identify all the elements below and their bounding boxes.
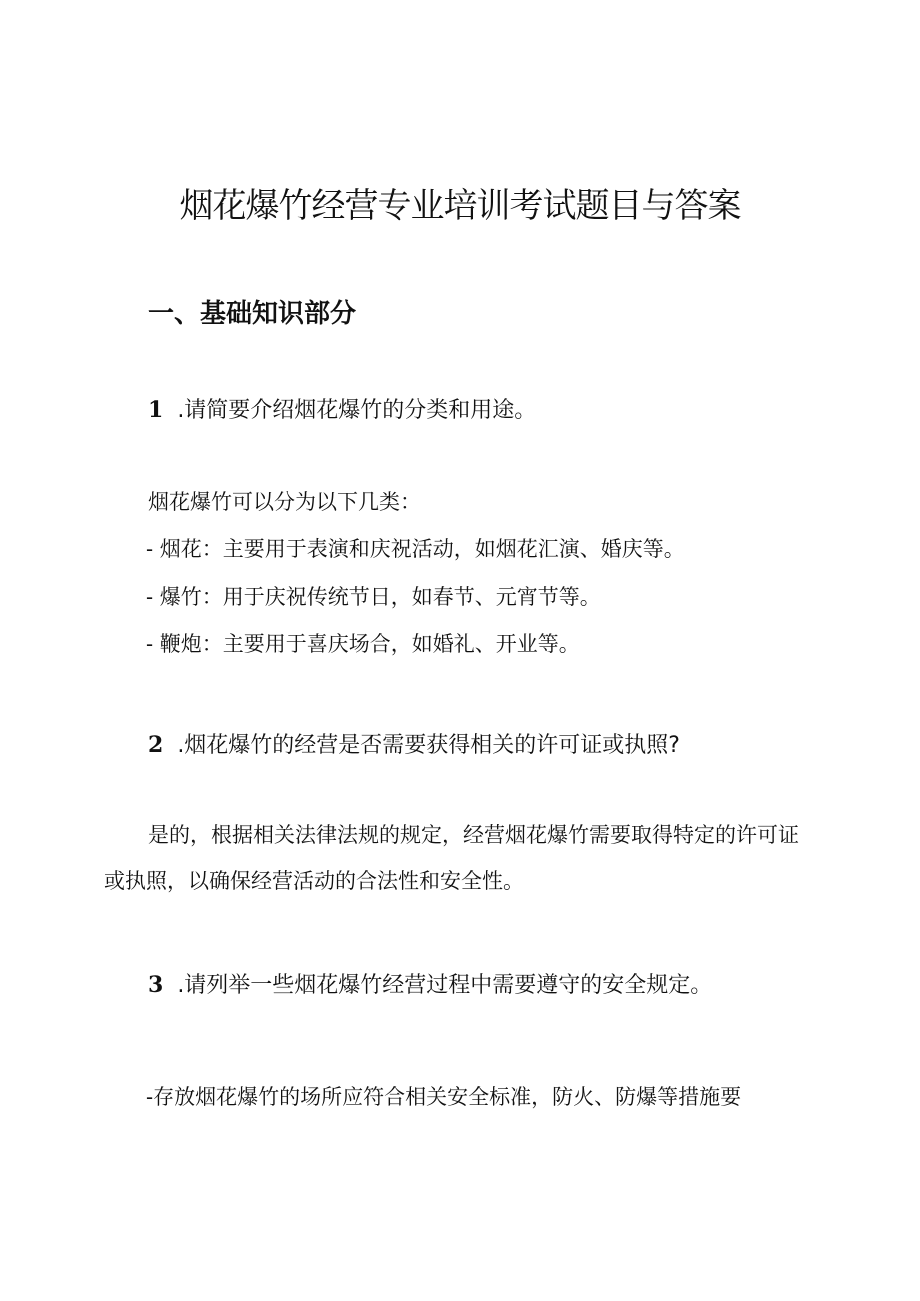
answer-item: - 鞭炮：主要用于喜庆场合，如婚礼、开业等。 — [146, 632, 580, 656]
answer-intro: 烟花爆竹可以分为以下几类： — [148, 490, 421, 514]
question-text: .烟花爆竹的经营是否需要获得相关的许可证或执照? — [177, 733, 680, 758]
question-number: 3 — [148, 972, 164, 998]
question-text: .请列举一些烟花爆竹经营过程中需要遵守的安全规定。 — [177, 973, 713, 998]
answer-item: - 爆竹：用于庆祝传统节日，如春节、元宵节等。 — [146, 585, 601, 609]
answer-item: - 烟花：主要用于表演和庆祝活动，如烟花汇演、婚庆等。 — [146, 537, 685, 561]
question-2 — [148, 728, 680, 759]
question-text: .请简要介绍烟花爆竹的分类和用途。 — [177, 398, 537, 423]
document-title: 烟花爆竹经营专业培训考试题目与答案 — [179, 186, 741, 226]
question-3 — [148, 968, 712, 999]
answer-paragraph: 是的，根据相关法律法规的规定，经营烟花爆竹需要取得特定的许可证或执照，以确保经营活动的合法性和安全性。 — [104, 823, 799, 893]
answer-line: -存放烟花爆竹的场所应符合相关安全标准，防火、防爆等措施要 — [146, 1085, 742, 1109]
question-number: 2 — [148, 732, 164, 758]
section-heading: 一、基础知识部分 — [148, 299, 357, 329]
question-1 — [148, 393, 536, 424]
question-number: 1 — [148, 397, 164, 423]
